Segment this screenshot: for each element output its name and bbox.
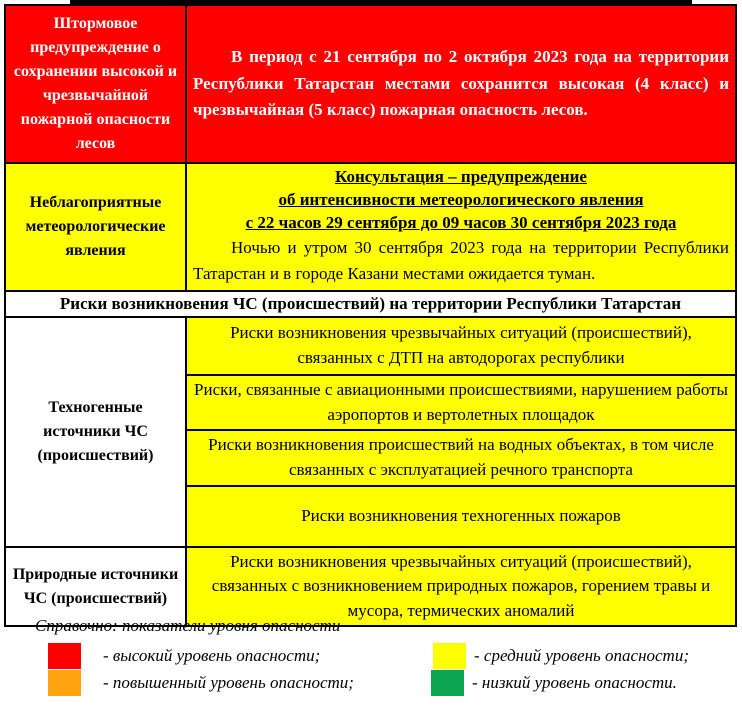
legend-item-medium	[433, 643, 689, 669]
risk-natural-fires: Риски возникновения чрезвычайных ситуаций (происшествий), связанных с возникновением природных пожаров, горением травы и мусора, термических аномалий	[186, 547, 736, 627]
legend-label-medium: - средний уровень опасности;	[474, 646, 689, 665]
high-danger-swatch	[48, 643, 81, 669]
section-header-row	[5, 291, 736, 317]
storm-warning-label: Штормовое предупреждение о сохранении высокой и чрезвычайной пожарной опасности лесов	[5, 5, 186, 163]
risk-technogenic-fires: Риски возникновения техногенных пожаров	[186, 486, 736, 547]
low-danger-swatch	[431, 670, 464, 696]
meteo-label: Неблагоприятные метеорологические явления	[5, 163, 186, 291]
legend-item-elevated	[48, 670, 354, 696]
risk-aviation: Риски, связанные с авиационными происшествиями, нарушением работы аэропортов и вертолетных площадок	[186, 375, 736, 430]
risk-road-accidents: Риски возникновения чрезвычайных ситуаций (происшествий), связанных с ДТП на автодорогах республики	[186, 317, 736, 375]
meteo-heading-line-2: об интенсивности метеорологического явления	[278, 190, 644, 210]
meteo-body-text: Ночью и утром 30 сентября 2023 года на территории Республики Татарстан и в городе Казани местами ожидается туман.	[193, 238, 729, 284]
storm-warning-text: В период с 21 сентября по 2 октября 2023 года на территории Республики Татарстан местами сохранится высокая (4 класс) и чрезвычайная (5 класс) пожарная опасность лесов.	[186, 5, 736, 163]
meteo-text-cell	[186, 163, 736, 291]
technogenic-risk-row	[5, 317, 736, 375]
danger-level-legend	[0, 612, 742, 719]
legend-label-low: - низкий уровень опасности.	[472, 673, 677, 692]
meteo-heading-line-1: Консультация – предупреждение	[335, 167, 587, 187]
elevated-danger-swatch	[48, 670, 81, 696]
legend-label-high: - высокий уровень опасности;	[103, 646, 321, 665]
section-header: Риски возникновения ЧС (происшествий) на территории Республики Татарстан	[5, 291, 736, 317]
hazard-bulletin-table	[4, 4, 737, 627]
legend-title: Справочно: показатели уровня опасности	[35, 616, 341, 635]
medium-danger-swatch	[433, 643, 466, 669]
risk-water-objects: Риски возникновения происшествий на водных объектах, в том числе связанных с эксплуатацией речного транспорта	[186, 430, 736, 485]
legend-label-elevated: - повышенный уровень опасности;	[103, 673, 354, 692]
meteo-heading-line-3: с 22 часов 29 сентября до 09 часов 30 сентября 2023 года	[245, 213, 677, 233]
natural-sources-label: Природные источники ЧС (происшествий)	[5, 547, 186, 627]
storm-warning-row	[5, 5, 736, 163]
legend-item-low	[431, 670, 677, 696]
meteo-row	[5, 163, 736, 291]
technogenic-sources-label: Техногенные источники ЧС (происшествий)	[5, 317, 186, 547]
legend-item-high	[48, 643, 320, 669]
